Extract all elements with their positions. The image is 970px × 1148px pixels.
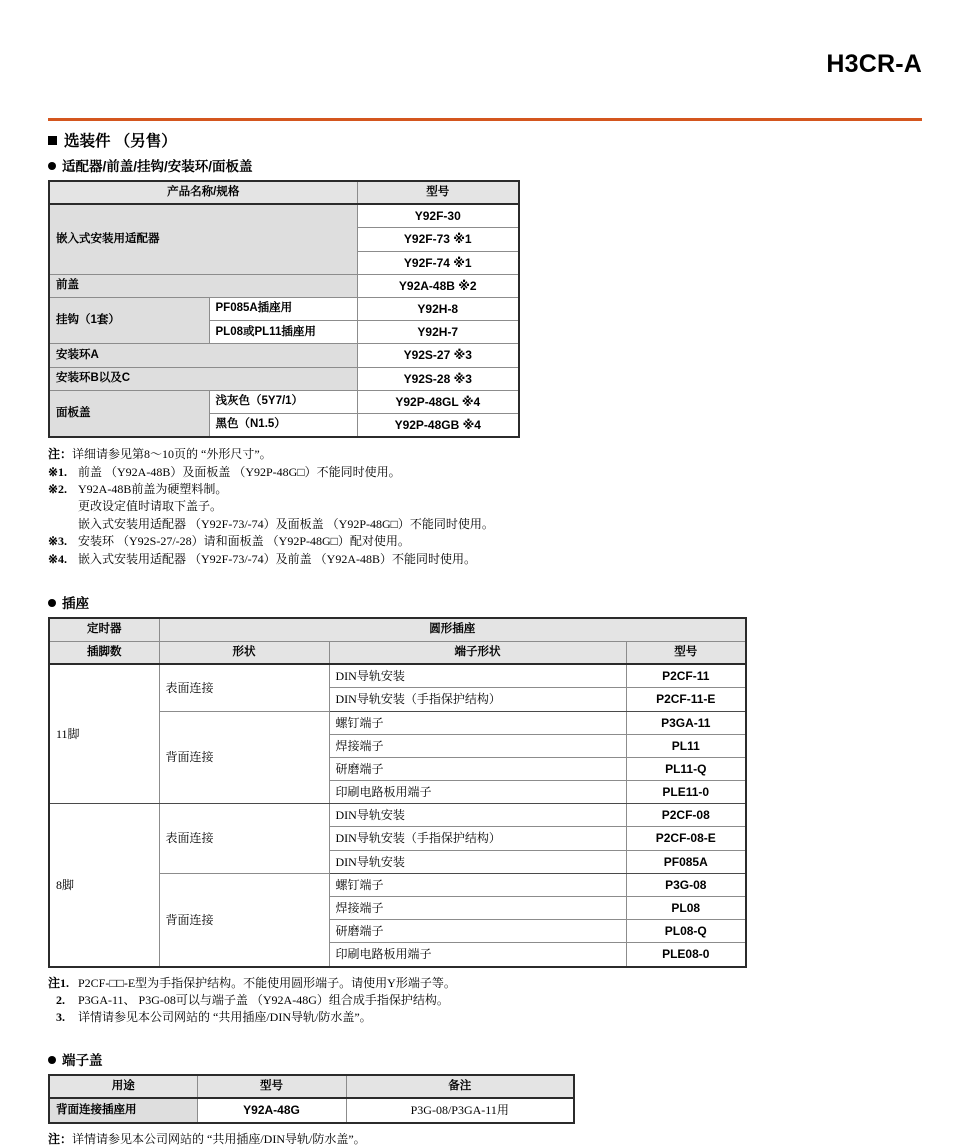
- row-model: P3GA-11: [626, 711, 746, 734]
- row-shape: 背面连接: [159, 711, 329, 804]
- row-shape: 表面连接: [159, 664, 329, 711]
- row-sub-label: 黑色（N1.5）: [209, 413, 357, 437]
- table-header-row-sub: [49, 641, 746, 664]
- row-model: PL11-Q: [626, 757, 746, 780]
- row-group-label: 安装环B以及C: [49, 367, 357, 390]
- row-model: Y92F-73 ※1: [357, 228, 519, 251]
- note-text: 嵌入式安装用适配器 （Y92F-73/-74）及前盖 （Y92A-48B）不能同时使用。: [78, 551, 477, 566]
- dot-bullet-icon: [48, 1056, 56, 1064]
- row-terminal: DIN导轨安装（手指保护结构）: [329, 827, 626, 850]
- note-item: [48, 975, 922, 992]
- row-model: PL08-Q: [626, 920, 746, 943]
- row-model: Y92A-48B ※2: [357, 274, 519, 297]
- table-row: [49, 204, 519, 228]
- row-use: 背面连接插座用: [49, 1098, 197, 1122]
- options-notes: [48, 446, 922, 568]
- note-text: 嵌入式安装用适配器 （Y92F-73/-74）及面板盖 （Y92P-48G□）不能同时使用。: [78, 516, 494, 531]
- note-item: [48, 464, 922, 481]
- note-tag: ※2.: [48, 481, 68, 496]
- subsection-heading-socket: [48, 596, 922, 612]
- table-header-row-top: [49, 618, 746, 641]
- note-tag: 注：: [48, 447, 73, 462]
- row-model: P2CF-08: [626, 804, 746, 827]
- row-model: PF085A: [626, 850, 746, 873]
- col-header-product-name: 产品名称/规格: [49, 181, 357, 205]
- table-row: [49, 390, 519, 413]
- row-terminal: 焊接端子: [329, 734, 626, 757]
- note-text: 详情请参见本公司网站的 “共用插座/DIN导轨/防水盖”。: [72, 1131, 366, 1146]
- col-header-model: 型号: [626, 641, 746, 664]
- note-text: 更改设定值时请取下盖子。: [78, 499, 223, 514]
- row-group-label: 安装环A: [49, 344, 357, 367]
- row-terminal: 焊接端子: [329, 897, 626, 920]
- note-item: [48, 481, 922, 498]
- row-pin-count: 8脚: [49, 804, 159, 967]
- note-item: [48, 516, 922, 533]
- socket-notes: [48, 975, 922, 1027]
- subsection-heading-adapters: [48, 159, 922, 175]
- row-model: Y92P-48GB ※4: [357, 413, 519, 437]
- row-sub-label: PL08或PL11插座用: [209, 321, 357, 344]
- row-model: PLE08-0: [626, 943, 746, 967]
- row-model: P2CF-11-E: [626, 688, 746, 711]
- table-row: [49, 344, 519, 367]
- note-tag: 2.: [56, 992, 65, 1007]
- note-item: [48, 1009, 922, 1026]
- col-header-remark: 备注: [346, 1075, 574, 1099]
- note-tag: 注1.: [48, 975, 70, 990]
- col-header-pin-count: 插脚数: [49, 641, 159, 664]
- note-text: P2CF-□□-E型为手指保护结构。不能使用圆形端子。请使用Y形端子等。: [78, 975, 456, 990]
- row-terminal: 研磨端子: [329, 920, 626, 943]
- note-item: [48, 498, 922, 515]
- note-tag: ※3.: [48, 534, 68, 549]
- note-tag: ※4.: [48, 551, 68, 566]
- table-header-row: [49, 181, 519, 205]
- row-shape: 表面连接: [159, 804, 329, 874]
- row-terminal: DIN导轨安装: [329, 850, 626, 873]
- row-model: PL11: [626, 734, 746, 757]
- row-terminal: 研磨端子: [329, 757, 626, 780]
- note-tag: 注：: [48, 1131, 73, 1146]
- section-heading-options-label: 选装件 （另售）: [64, 133, 177, 150]
- subsection-heading-adapters-label: 适配器/前盖/挂钩/安装环/面板盖: [62, 158, 253, 174]
- accent-divider: [48, 118, 922, 121]
- table-row: [49, 367, 519, 390]
- row-group-label: 嵌入式安装用适配器: [49, 204, 357, 274]
- terminal-cover-notes: [48, 1131, 922, 1148]
- note-item: [48, 533, 922, 550]
- row-model: PL08: [626, 897, 746, 920]
- row-terminal: 印刷电路板用端子: [329, 781, 626, 804]
- note-text: 详细请参见第8～10页的 “外形尺寸”。: [72, 447, 272, 462]
- subsection-heading-socket-label: 插座: [62, 595, 89, 611]
- note-text: Y92A-48B前盖为硬塑料制。: [78, 481, 228, 496]
- col-header-shape: 形状: [159, 641, 329, 664]
- row-model: Y92A-48G: [197, 1098, 346, 1122]
- table-row: [49, 1098, 574, 1122]
- row-terminal: DIN导轨安装: [329, 804, 626, 827]
- note-text: 前盖 （Y92A-48B）及面板盖 （Y92P-48G□）不能同时使用。: [78, 464, 401, 479]
- note-item: [48, 551, 922, 568]
- table-row: [49, 664, 746, 688]
- subsection-heading-terminal-cover: [48, 1053, 922, 1069]
- square-bullet-icon: [48, 136, 57, 145]
- row-pin-count: 11脚: [49, 664, 159, 804]
- col-header-model: 型号: [197, 1075, 346, 1099]
- dot-bullet-icon: [48, 599, 56, 607]
- row-terminal: DIN导轨安装（手指保护结构）: [329, 688, 626, 711]
- note-item: [48, 992, 922, 1009]
- table-row: [49, 298, 519, 321]
- row-model: Y92H-8: [357, 298, 519, 321]
- note-text: P3GA-11、 P3G-08可以与端子盖 （Y92A-48G）组合成手指保护结构。: [78, 992, 449, 1007]
- dot-bullet-icon: [48, 162, 56, 170]
- col-header-model: 型号: [357, 181, 519, 205]
- row-sub-label: 浅灰色（5Y7/1）: [209, 390, 357, 413]
- row-group-label: 挂钩（1套）: [49, 298, 209, 344]
- row-model: Y92S-27 ※3: [357, 344, 519, 367]
- row-group-label: 面板盖: [49, 390, 209, 437]
- col-header-use: 用途: [49, 1075, 197, 1099]
- row-group-label: 前盖: [49, 274, 357, 297]
- row-terminal: 印刷电路板用端子: [329, 943, 626, 967]
- table-row: [49, 804, 746, 827]
- col-header-round-socket: 圆形插座: [159, 618, 746, 641]
- section-heading-options: [48, 133, 922, 152]
- row-model: Y92P-48GL ※4: [357, 390, 519, 413]
- page-title: H3CR-A: [826, 50, 922, 78]
- subsection-heading-terminal-cover-label: 端子盖: [62, 1052, 103, 1068]
- row-model: P3G-08: [626, 873, 746, 896]
- row-model: Y92S-28 ※3: [357, 367, 519, 390]
- row-terminal: 螺钉端子: [329, 873, 626, 896]
- socket-table: [48, 617, 747, 967]
- note-tag: ※1.: [48, 464, 68, 479]
- note-tag: 3.: [56, 1010, 65, 1025]
- table-row: [49, 274, 519, 297]
- row-model: Y92H-7: [357, 321, 519, 344]
- row-model: PLE11-0: [626, 781, 746, 804]
- row-shape: 背面连接: [159, 873, 329, 966]
- col-header-terminal-shape: 端子形状: [329, 641, 626, 664]
- col-header-timer: 定时器: [49, 618, 159, 641]
- table-header-row: [49, 1075, 574, 1099]
- note-item: [48, 1131, 922, 1148]
- row-model: Y92F-74 ※1: [357, 251, 519, 274]
- options-table: [48, 180, 520, 438]
- note-text: 详情请参见本公司网站的 “共用插座/DIN导轨/防水盖”。: [78, 1010, 372, 1025]
- page-content: [48, 133, 922, 1148]
- note-text: 安装环 （Y92S-27/-28）请和面板盖 （Y92P-48G□）配对使用。: [78, 534, 410, 549]
- row-sub-label: PF085A插座用: [209, 298, 357, 321]
- row-remark: P3G-08/P3GA-11用: [346, 1098, 574, 1122]
- row-terminal: DIN导轨安装: [329, 664, 626, 688]
- note-item: [48, 446, 922, 463]
- terminal-cover-table: [48, 1074, 575, 1124]
- row-model: P2CF-11: [626, 664, 746, 688]
- row-terminal: 螺钉端子: [329, 711, 626, 734]
- row-model: P2CF-08-E: [626, 827, 746, 850]
- row-model: Y92F-30: [357, 204, 519, 228]
